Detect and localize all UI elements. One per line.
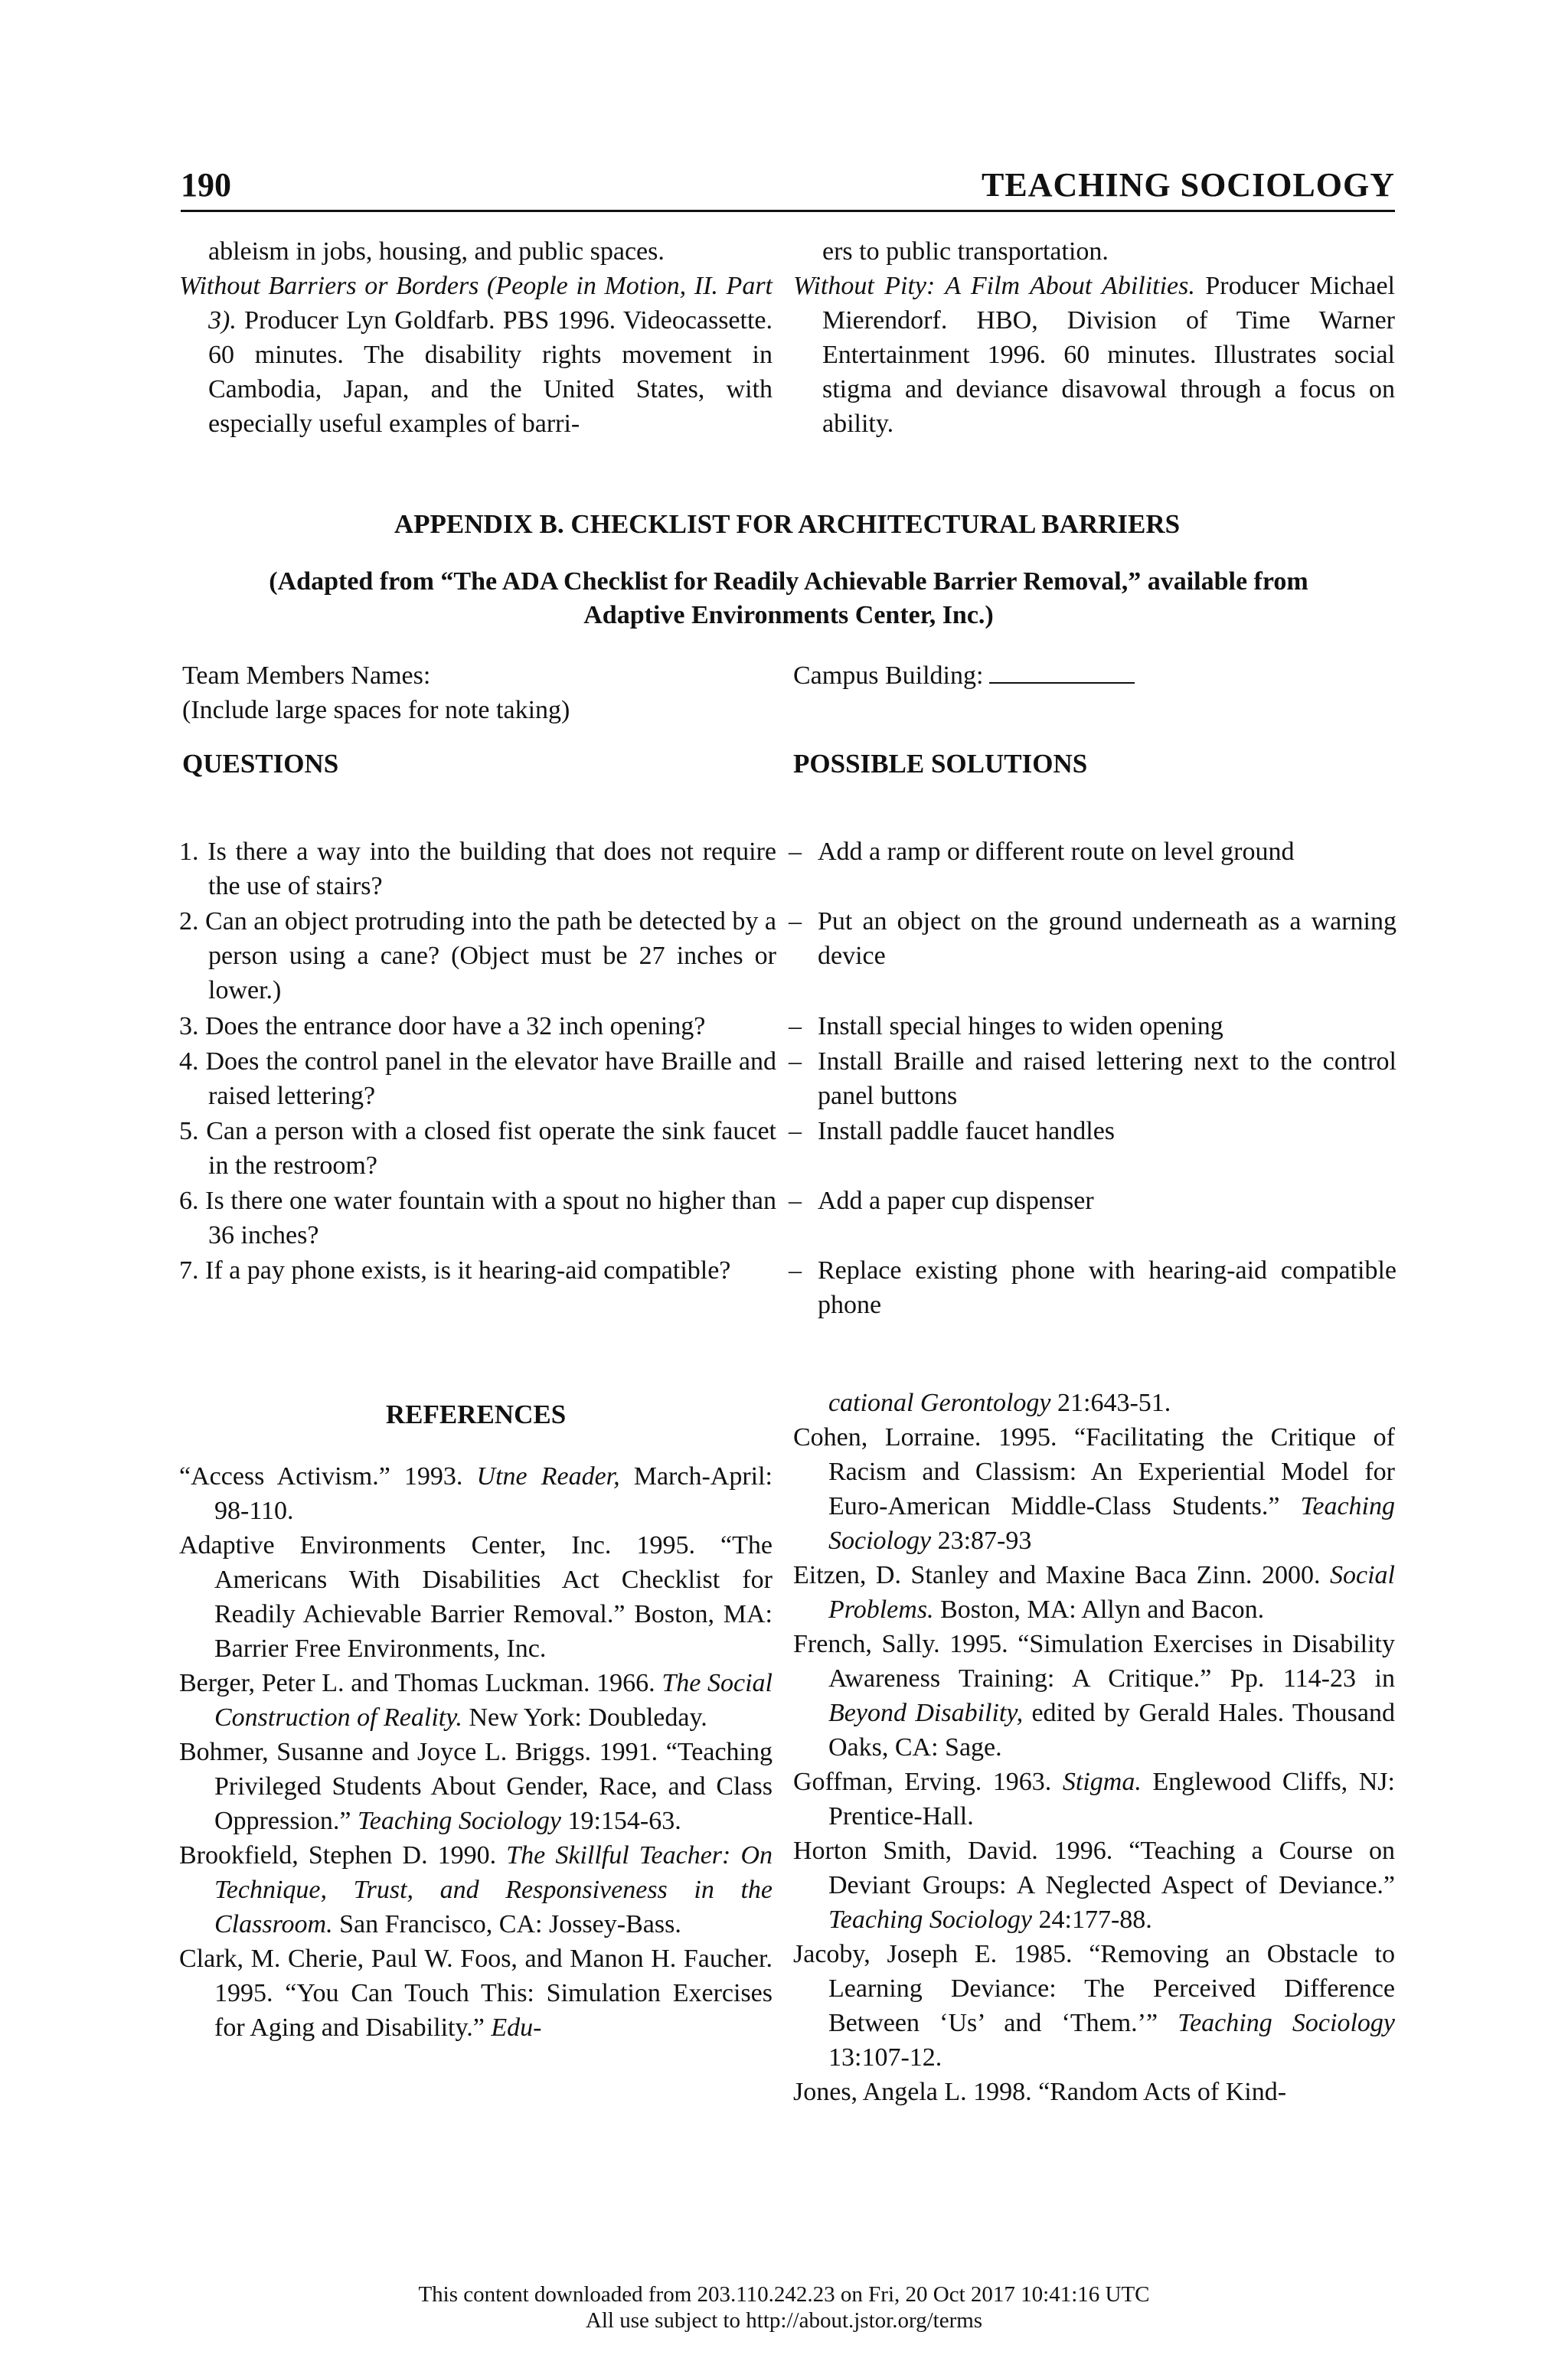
film-entry bbox=[793, 269, 1395, 441]
reference-entry bbox=[179, 1459, 773, 1528]
reference-text: 21:643-51. bbox=[1050, 1389, 1171, 1417]
reference-entry bbox=[793, 1420, 1395, 1558]
reference-text: 23:87-93 bbox=[931, 1527, 1032, 1555]
reference-entry bbox=[179, 1528, 773, 1666]
solution-text: Put an object on the ground underneath as a warning device bbox=[818, 907, 1396, 970]
reference-entry bbox=[179, 1735, 773, 1838]
reference-entry bbox=[179, 1838, 773, 1942]
checklist-question: 3. Does the entrance door have a 32 inch opening? bbox=[179, 1012, 706, 1040]
reference-text: Clark, M. Cherie, Paul W. Foos, and Manon H. Faucher. 1995. “You Can Touch This: Simulation Exercises for Aging and Disability.” bbox=[179, 1945, 773, 2042]
reference-text: Goffman, Erving. 1963. bbox=[793, 1768, 1063, 1796]
reference-text: San Francisco, CA: Jossey-Bass. bbox=[332, 1910, 681, 1938]
solution-text: Add a ramp or different route on level ground bbox=[818, 838, 1295, 866]
questions-heading: QUESTIONS bbox=[182, 749, 339, 779]
reference-title: cational Gerontology bbox=[828, 1389, 1051, 1417]
film-details: Producer Michael Mierendorf. HBO, Division of Time Warner Entertainment 1996. 60 minutes. Illustrates social stigma and deviance disavowal through a focus on ability. bbox=[822, 272, 1395, 438]
journal-name: TEACHING SOCIOLOGY bbox=[982, 166, 1395, 204]
checklist-row bbox=[179, 1253, 1396, 1323]
reference-text: Jacoby, Joseph E. 1985. “Removing an Obstacle to Learning Deviance: The Perceived Difference Between ‘Us’ and ‘Them.’” bbox=[793, 1940, 1395, 2037]
dash-marker: – bbox=[789, 1117, 802, 1145]
checklist-solution bbox=[789, 1114, 1396, 1148]
reference-title: Teaching Sociology bbox=[1178, 2009, 1395, 2037]
dash-marker: – bbox=[789, 1256, 802, 1285]
reference-text: “Access Activism.” 1993. bbox=[179, 1462, 477, 1491]
checklist bbox=[179, 834, 1396, 1323]
references-left-column bbox=[179, 1459, 773, 2045]
dash-marker: – bbox=[789, 838, 802, 866]
reference-entry bbox=[793, 1558, 1395, 1627]
download-notice: This content downloaded from 203.110.242.23 on Fri, 20 Oct 2017 10:41:16 UTC bbox=[418, 2282, 1150, 2307]
campus-building-label: Campus Building: bbox=[793, 661, 984, 690]
dash-marker: – bbox=[789, 1012, 802, 1040]
reference-text: Horton Smith, David. 1996. “Teaching a Course on Deviant Groups: A Neglected Aspect of Deviance.” bbox=[793, 1837, 1395, 1899]
reference-text: Cohen, Lorraine. 1995. “Facilitating the Critique of Racism and Classism: An Experiential Model for Euro-American Middle-Class Students.” bbox=[793, 1423, 1395, 1520]
reference-entry bbox=[179, 1666, 773, 1735]
reference-entry bbox=[793, 1937, 1395, 2075]
reference-text: Adaptive Environments Center, Inc. 1995. “The Americans With Disabilities Act Checklist for Readily Achievable Barrier Removal.” Boston, MA: Barrier Free Environments, Inc. bbox=[179, 1531, 773, 1663]
film-entry-continuation: ers to public transportation. bbox=[822, 237, 1109, 266]
reference-text: 24:177-88. bbox=[1032, 1906, 1152, 1934]
reference-entry bbox=[793, 2075, 1395, 2109]
solution-text: Install Braille and raised lettering next to the control panel buttons bbox=[818, 1047, 1396, 1110]
checklist-row bbox=[179, 834, 1396, 904]
checklist-solution bbox=[789, 1044, 1396, 1113]
page-number: 190 bbox=[181, 166, 231, 204]
films-left-column bbox=[179, 234, 773, 441]
checklist-row bbox=[179, 1114, 1396, 1184]
film-entry bbox=[179, 269, 773, 441]
checklist-question: 7. If a pay phone exists, is it hearing-aid compatible? bbox=[179, 1256, 731, 1285]
checklist-row bbox=[179, 1044, 1396, 1114]
solution-text: Replace existing phone with hearing-aid compatible phone bbox=[818, 1256, 1396, 1319]
reference-text: 13:107-12. bbox=[828, 2043, 942, 2072]
reference-title: Edu- bbox=[491, 2013, 542, 2042]
appendix-title: APPENDIX B. CHECKLIST FOR ARCHITECTURAL BARRIERS bbox=[394, 509, 1181, 539]
campus-building-blank bbox=[989, 659, 1135, 684]
reference-continuation bbox=[793, 1386, 1395, 1420]
reference-text: March-April: 98-110. bbox=[214, 1462, 773, 1525]
references-right-column bbox=[793, 1386, 1395, 2109]
solution-text: Add a paper cup dispenser bbox=[818, 1187, 1094, 1215]
reference-text: edited by Gerald Hales. Thousand Oaks, CA: Sage. bbox=[828, 1699, 1395, 1762]
campus-building-field bbox=[793, 658, 1135, 693]
solution-text: Install paddle faucet handles bbox=[818, 1117, 1116, 1145]
reference-entry bbox=[793, 1627, 1395, 1765]
solutions-heading: POSSIBLE SOLUTIONS bbox=[793, 749, 1088, 779]
reference-text: Berger, Peter L. and Thomas Luckman. 1966. bbox=[179, 1669, 662, 1697]
note-taking-instruction: (Include large spaces for note taking) bbox=[182, 696, 570, 724]
reference-text: New York: Doubleday. bbox=[462, 1703, 707, 1732]
checklist-solution bbox=[789, 1184, 1396, 1218]
team-members-label: Team Members Names: bbox=[182, 661, 431, 690]
reference-text: Eitzen, D. Stanley and Maxine Baca Zinn. 2000. bbox=[793, 1561, 1331, 1589]
checklist-solution bbox=[789, 834, 1396, 869]
film-title: Without Barriers or Borders (People in Motion, II. Part 3). bbox=[179, 272, 773, 335]
checklist-solution bbox=[789, 1253, 1396, 1322]
dash-marker: – bbox=[789, 907, 802, 936]
terms-notice: All use subject to http://about.jstor.org/terms bbox=[585, 2308, 983, 2333]
checklist-row bbox=[179, 1184, 1396, 1253]
checklist-solution bbox=[789, 1009, 1396, 1043]
film-title: Without Pity: A Film About Abilities. bbox=[793, 272, 1195, 300]
reference-title: Teaching Sociology bbox=[828, 1492, 1395, 1555]
reference-title: Utne Reader, bbox=[476, 1462, 620, 1491]
checklist-question: 1. Is there a way into the building that does not require the use of stairs? bbox=[179, 838, 776, 900]
reference-text: French, Sally. 1995. “Simulation Exercises in Disability Awareness Training: A Critique.” Pp. 114-23 in bbox=[793, 1630, 1395, 1693]
film-entry-continuation: ableism in jobs, housing, and public spaces. bbox=[208, 237, 665, 266]
reference-title: Stigma. bbox=[1062, 1768, 1142, 1796]
appendix-subtitle: (Adapted from “The ADA Checklist for Readily Achievable Barrier Removal,” available from Adaptive Environments Center, Inc.) bbox=[269, 567, 1308, 629]
reference-text: Brookfield, Stephen D. 1990. bbox=[179, 1841, 507, 1870]
reference-entry bbox=[179, 1942, 773, 2045]
solution-text: Install special hinges to widen opening bbox=[818, 1012, 1223, 1040]
reference-text: Boston, MA: Allyn and Bacon. bbox=[933, 1595, 1265, 1624]
reference-text: Englewood Cliffs, NJ: Prentice-Hall. bbox=[828, 1768, 1395, 1831]
films-right-column bbox=[793, 234, 1395, 441]
reference-title: The Skillful Teacher: On Technique, Trust, and Responsiveness in the Classroom. bbox=[214, 1841, 773, 1938]
checklist-question: 4. Does the control panel in the elevator have Braille and raised lettering? bbox=[179, 1047, 776, 1110]
reference-text: Jones, Angela L. 1998. “Random Acts of Kind- bbox=[793, 2078, 1287, 2106]
checklist-solution bbox=[789, 904, 1396, 973]
checklist-question: 6. Is there one water fountain with a spout no higher than 36 inches? bbox=[179, 1187, 776, 1249]
reference-text: Bohmer, Susanne and Joyce L. Briggs. 1991. “Teaching Privileged Students About Gender, Race, and Class Oppression.” bbox=[179, 1738, 773, 1835]
reference-title: The Social Construction of Reality. bbox=[214, 1669, 773, 1732]
reference-entry bbox=[793, 1834, 1395, 1937]
reference-title: Social Problems. bbox=[828, 1561, 1395, 1624]
reference-entry bbox=[793, 1765, 1395, 1834]
download-footer bbox=[0, 2281, 1568, 2334]
reference-title: Teaching Sociology bbox=[357, 1807, 561, 1835]
reference-title: Teaching Sociology bbox=[828, 1906, 1032, 1934]
reference-title: Beyond Disability, bbox=[828, 1699, 1024, 1727]
checklist-row bbox=[179, 1009, 1396, 1044]
reference-text: 19:154-63. bbox=[560, 1807, 681, 1835]
checklist-question: 5. Can a person with a closed fist operate the sink faucet in the restroom? bbox=[179, 1117, 776, 1180]
running-head bbox=[181, 161, 1395, 212]
film-details: Producer Lyn Goldfarb. PBS 1996. Videocassette. 60 minutes. The disability rights movement in Cambodia, Japan, and the United States, with especially useful examples of barri- bbox=[208, 306, 773, 438]
dash-marker: – bbox=[789, 1047, 802, 1076]
references-heading: REFERENCES bbox=[385, 1399, 567, 1429]
checklist-row bbox=[179, 904, 1396, 1009]
dash-marker: – bbox=[789, 1187, 802, 1215]
checklist-question: 2. Can an object protruding into the path be detected by a person using a cane? (Object must be 27 inches or lower.) bbox=[179, 907, 776, 1004]
